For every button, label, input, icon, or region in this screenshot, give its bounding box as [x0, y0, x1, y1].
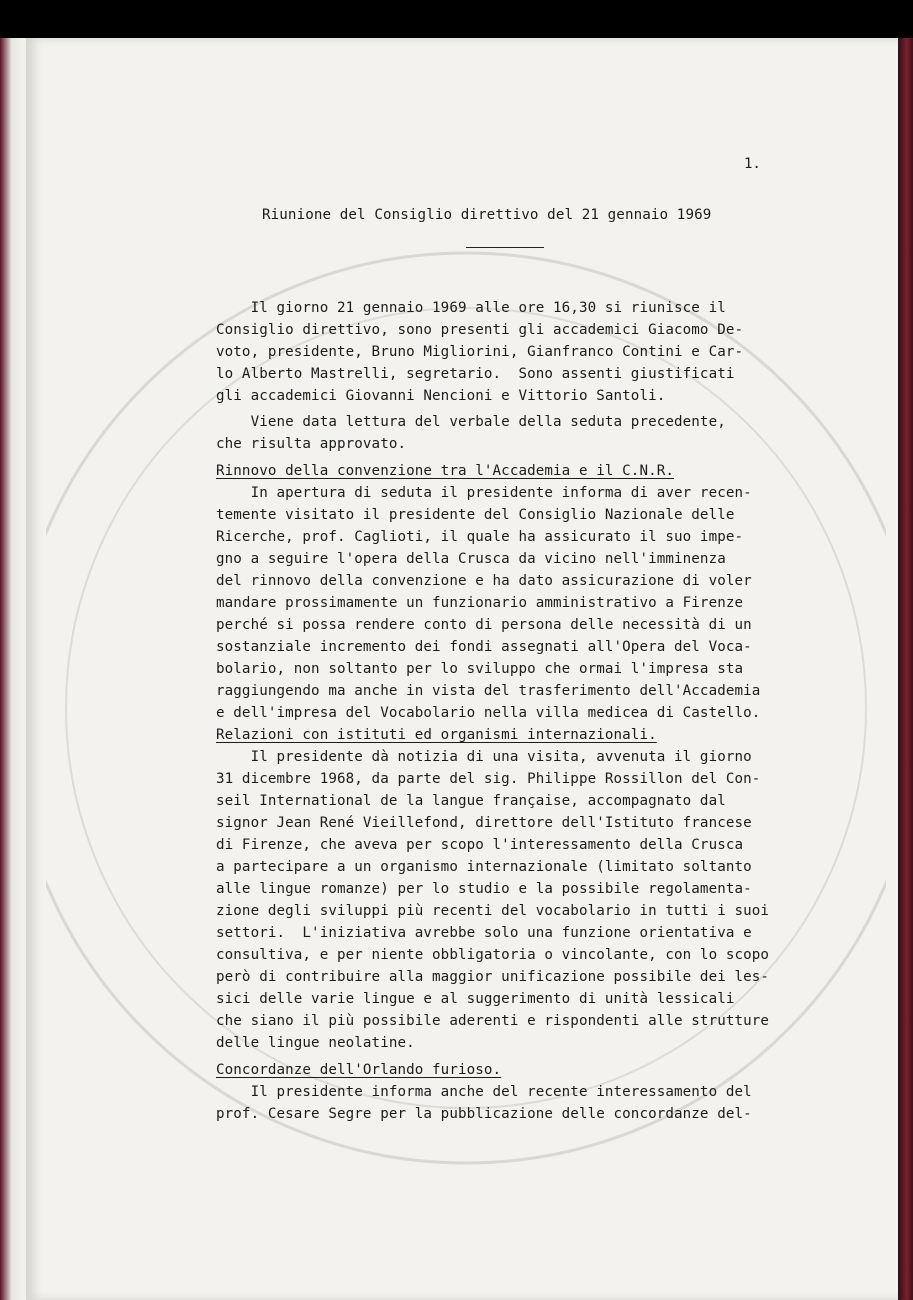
- text-line: Viene data lettura del verbale della seduta precedente,: [216, 414, 726, 430]
- text-line: sici delle varie lingue e al suggerimento di unità lessicali: [216, 991, 735, 1007]
- document-page: [26, 38, 898, 1300]
- text-line: mandare prossimamente un funzionario amministrativo a Firenze: [216, 595, 744, 611]
- page-number: 1.: [744, 156, 761, 172]
- book-cover-edge: [898, 38, 913, 1300]
- text-line: di Firenze, che aveva per scopo l'interessamento della Crusca: [216, 837, 744, 853]
- text-line: del rinnovo della convenzione e ha dato assicurazione di voler: [216, 573, 752, 589]
- document-body: [216, 38, 796, 1122]
- text-line: gli accademici Giovanni Nencioni e Vittorio Santoli.: [216, 388, 666, 404]
- section-heading: Concordanze dell'Orlando furioso.: [216, 1062, 502, 1078]
- text-line: In apertura di seduta il presidente informa di aver recen-: [216, 485, 752, 501]
- text-line: perché si possa rendere conto di persona delle necessità di un: [216, 617, 752, 633]
- text-line: e dell'impresa del Vocabolario nella villa medicea di Castello.: [216, 705, 761, 721]
- text-line: seil International de la langue française, accompagnato dal: [216, 793, 726, 809]
- section-heading: Relazioni con istituti ed organismi internazionali.: [216, 727, 657, 743]
- text-line: 31 dicembre 1968, da parte del sig. Philippe Rossillon del Con-: [216, 771, 761, 787]
- text-line: Il giorno 21 gennaio 1969 alle ore 16,30 si riunisce il: [216, 300, 726, 316]
- text-line: gno a seguire l'opera della Crusca da vicino nell'imminenza: [216, 551, 726, 567]
- text-line: che risulta approvato.: [216, 436, 407, 452]
- text-line: che siano il più possibile aderenti e rispondenti alle strutture: [216, 1013, 770, 1029]
- text-line: però di contribuire alla maggior unificazione possibile dei les-: [216, 969, 770, 985]
- text-line: settori. L'iniziativa avrebbe solo una funzione orientativa e: [216, 925, 752, 941]
- text-line: Consiglio direttivo, sono presenti gli accademici Giacomo De-: [216, 322, 744, 338]
- text-line: lo Alberto Mastrelli, segretario. Sono assenti giustificati: [216, 366, 735, 382]
- text-line: voto, presidente, Bruno Migliorini, Gianfranco Contini e Car-: [216, 344, 744, 360]
- text-line: delle lingue neolatine.: [216, 1035, 415, 1051]
- text-line: Ricerche, prof. Caglioti, il quale ha assicurato il suo impe-: [216, 529, 744, 545]
- text-line: alle lingue romanze) per lo studio e la possibile regolamenta-: [216, 881, 752, 897]
- text-line: raggiungendo ma anche in vista del trasferimento dell'Accademia: [216, 683, 761, 699]
- document-title: Riunione del Consiglio direttivo del 21 gennaio 1969: [262, 207, 712, 223]
- text-line: bolario, non soltanto per lo sviluppo che ormai l'impresa sta: [216, 661, 744, 677]
- section-heading: Rinnovo della convenzione tra l'Accademia e il C.N.R.: [216, 463, 675, 479]
- text-line: prof. Cesare Segre per la pubblicazione delle concordanze del-: [216, 1106, 752, 1122]
- title-underline-rule: [466, 247, 544, 248]
- text-line: Il presidente dà notizia di una visita, avvenuta il giorno: [216, 749, 752, 765]
- book-left-edge: [0, 38, 26, 1300]
- text-line: zione degli sviluppi più recenti del vocabolario in tutti i suoi: [216, 903, 770, 919]
- text-line: signor Jean René Vieillefond, direttore dell'Istituto francese: [216, 815, 752, 831]
- text-line: Il presidente informa anche del recente interessamento del: [216, 1084, 752, 1100]
- text-line: consultiva, e per niente obbligatoria o vincolante, con lo scopo: [216, 947, 770, 963]
- text-line: a partecipare a un organismo internazionale (limitato soltanto: [216, 859, 752, 875]
- text-line: sostanziale incremento dei fondi assegnati all'Opera del Voca-: [216, 639, 752, 655]
- text-line: temente visitato il presidente del Consiglio Nazionale delle: [216, 507, 735, 523]
